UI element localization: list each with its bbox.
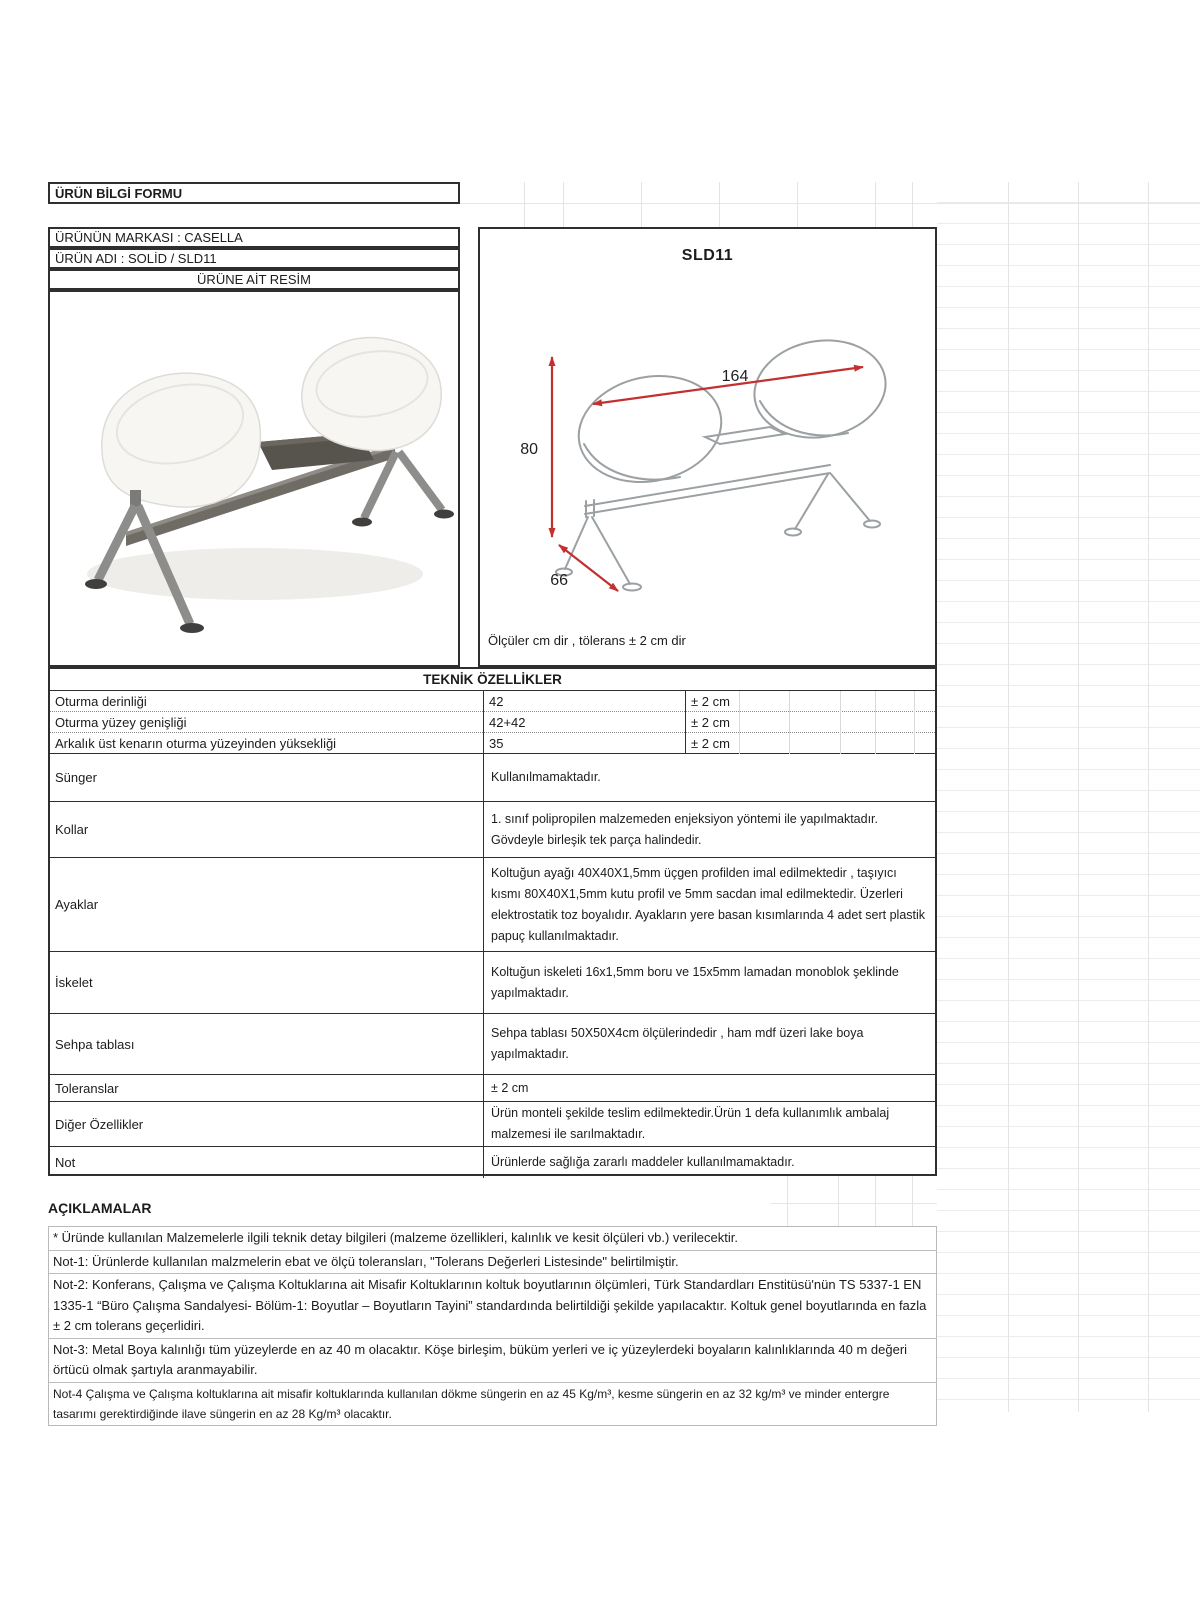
spec-value: Sehpa tablası 50X50X4cm ölçülerindedir , ham mdf üzeri lake boya yapılmaktadır. — [491, 1026, 864, 1061]
spec-table — [48, 667, 937, 1176]
spec-label: Toleranslar — [55, 1080, 119, 1096]
spec-row-kollar — [50, 802, 935, 858]
note-item: Not-1: Ürünlerde kullanılan malzmelerin ebat ve ölçü toleransları, "Tolerans Değerleri Listesinde" belirtilmiştir. — [49, 1251, 936, 1275]
form-title — [48, 182, 460, 204]
dim-width-label: 164 — [721, 368, 749, 385]
product-name-row — [48, 248, 460, 269]
technical-drawing-sketch — [480, 269, 935, 629]
spec-label: Sehpa tablası — [55, 1036, 135, 1052]
drawing-title: SLD11 — [681, 247, 734, 264]
spec-label: Kollar — [55, 822, 89, 837]
spec-label: Not — [55, 1155, 76, 1170]
spec-tolerance: ± 2 cm — [691, 735, 730, 751]
spec-label: Oturma derinliği — [55, 693, 147, 709]
form-title-text: ÜRÜN BİLGİ FORMU — [55, 185, 183, 201]
technical-drawing — [478, 227, 937, 667]
spec-label: Arkalık üst kenarın oturma yüzeyinden yüksekliği — [55, 735, 337, 751]
spec-value: Kullanılmamaktadır. — [491, 770, 601, 784]
notes-heading: AÇIKLAMALAR — [48, 1200, 152, 1216]
grid-right-margin — [937, 182, 1200, 1412]
spec-row-iskelet — [50, 952, 935, 1014]
spec-value: Koltuğun ayağı 40X40X1,5mm üçgen profilden imal edilmektedir , taşıyıcı kısmı 80X40X1,5mm kutu profil ve 5mm sacdan imal edilmektedir. Üzerleri elektrostatik toz boyalıdır. Ayakların yere basan kısımlarında 4 adet sert plastik papuç kullanılmaktadır. — [491, 865, 926, 943]
note-item: * Üründe kullanılan Malzemelerle ilgili teknik detay bilgileri (malzeme özellikleri, kalınlık ve kesit ölçüleri vb.) verilecektir. — [49, 1227, 936, 1251]
spec-value: 42 — [489, 693, 504, 709]
brand-row — [48, 227, 460, 248]
product-name-text: ÜRÜN ADI : SOLİD / SLD11 — [55, 251, 217, 266]
spec-row-diger — [50, 1102, 935, 1147]
spec-row-toleranslar — [50, 1075, 935, 1102]
spec-value: Koltuğun iskeleti 16x1,5mm boru ve 15x5mm lamadan monoblok şeklinde yapılmaktadır. — [491, 964, 899, 1000]
spec-label: İskelet — [55, 975, 93, 990]
spec-table-band: TEKNİK ÖZELLİKLER — [50, 669, 935, 691]
product-photo — [48, 290, 460, 667]
spec-value: 1. sınıf polipropilen malzemeden enjeksiyon yöntemi ile yapılmaktadır. Gövdeyle birleşik tek parça halindedir. — [491, 811, 879, 847]
drawing-caption: Ölçüler cm dir , tölerans ± 2 cm dir — [488, 633, 686, 648]
brand-text: ÜRÜNÜN MARKASI : CASELLA — [55, 230, 243, 245]
spec-dim-row — [50, 691, 935, 712]
image-section-title-text: ÜRÜNE AİT RESİM — [197, 272, 311, 287]
spec-dim-row — [50, 712, 935, 733]
spec-value: Ürünlerde sağlığa zararlı maddeler kullanılmamaktadır. — [491, 1155, 795, 1169]
spec-row-sunger — [50, 754, 935, 802]
dim-height-label: 80 — [520, 441, 538, 458]
spec-tolerance: ± 2 cm — [691, 693, 730, 709]
spec-label: Oturma yüzey genişliği — [55, 714, 187, 730]
dim-depth-label: 66 — [550, 572, 568, 589]
spec-tolerance: ± 2 cm — [691, 714, 730, 730]
spec-row-not — [50, 1147, 935, 1178]
spec-row-sehpa — [50, 1014, 935, 1075]
spec-value: 42+42 — [489, 714, 526, 730]
product-photo-render — [50, 292, 458, 665]
spec-dim-row — [50, 733, 935, 754]
spec-value: 35 — [489, 735, 504, 751]
spec-value: ± 2 cm — [491, 1080, 529, 1095]
image-section-header — [48, 269, 460, 290]
spec-row-ayaklar — [50, 858, 935, 952]
note-item: Not-4 Çalışma ve Çalışma koltuklarına ait misafir koltuklarında kullanılan dökme süngerin en az 45 Kg/m³, kesme süngerin en az 32 kg/m³ ve minder entergre tasarımı gerektirdiğinde ilave süngerin en az 28 Kg/m³ olacaktır. — [53, 1386, 890, 1421]
note-item: Not-2: Konferans, Çalışma ve Çalışma Koltuklarına ait Misafir Koltuklarının koltuk boyutlarının ölçümleri, Türk Standardları Enstitüsü'nün TS 5337-1 EN 1335-1 “Büro Çalışma Sandalyesi- Bölüm-1: Boyutlar – Boyutların Tayini” standardında belirtildiği şekilde yapılacaktır. Koltuk genel boyutlarında en fazla ± 2 cm tolerans geçerlidiri. — [49, 1274, 936, 1339]
note-item: Not-3: Metal Boya kalınlığı tüm yüzeylerde en az 40 m olacaktır. Köşe birleşim, büküm yerleri ve iç yüzeylerdeki boyaların kalınlıklarında 40 m değeri örtücü olmak şartıyla aranmayabilir. — [49, 1339, 936, 1383]
spec-label: Sünger — [55, 770, 97, 785]
notes-block — [48, 1226, 937, 1426]
spec-label: Ayaklar — [55, 897, 99, 912]
spec-label: Diğer Özellikler — [55, 1116, 144, 1132]
spec-value: Ürün monteli şekilde teslim edilmektedir.Ürün 1 defa kullanımlık ambalaj malzemesi ile sarılmaktadır. — [491, 1106, 890, 1141]
